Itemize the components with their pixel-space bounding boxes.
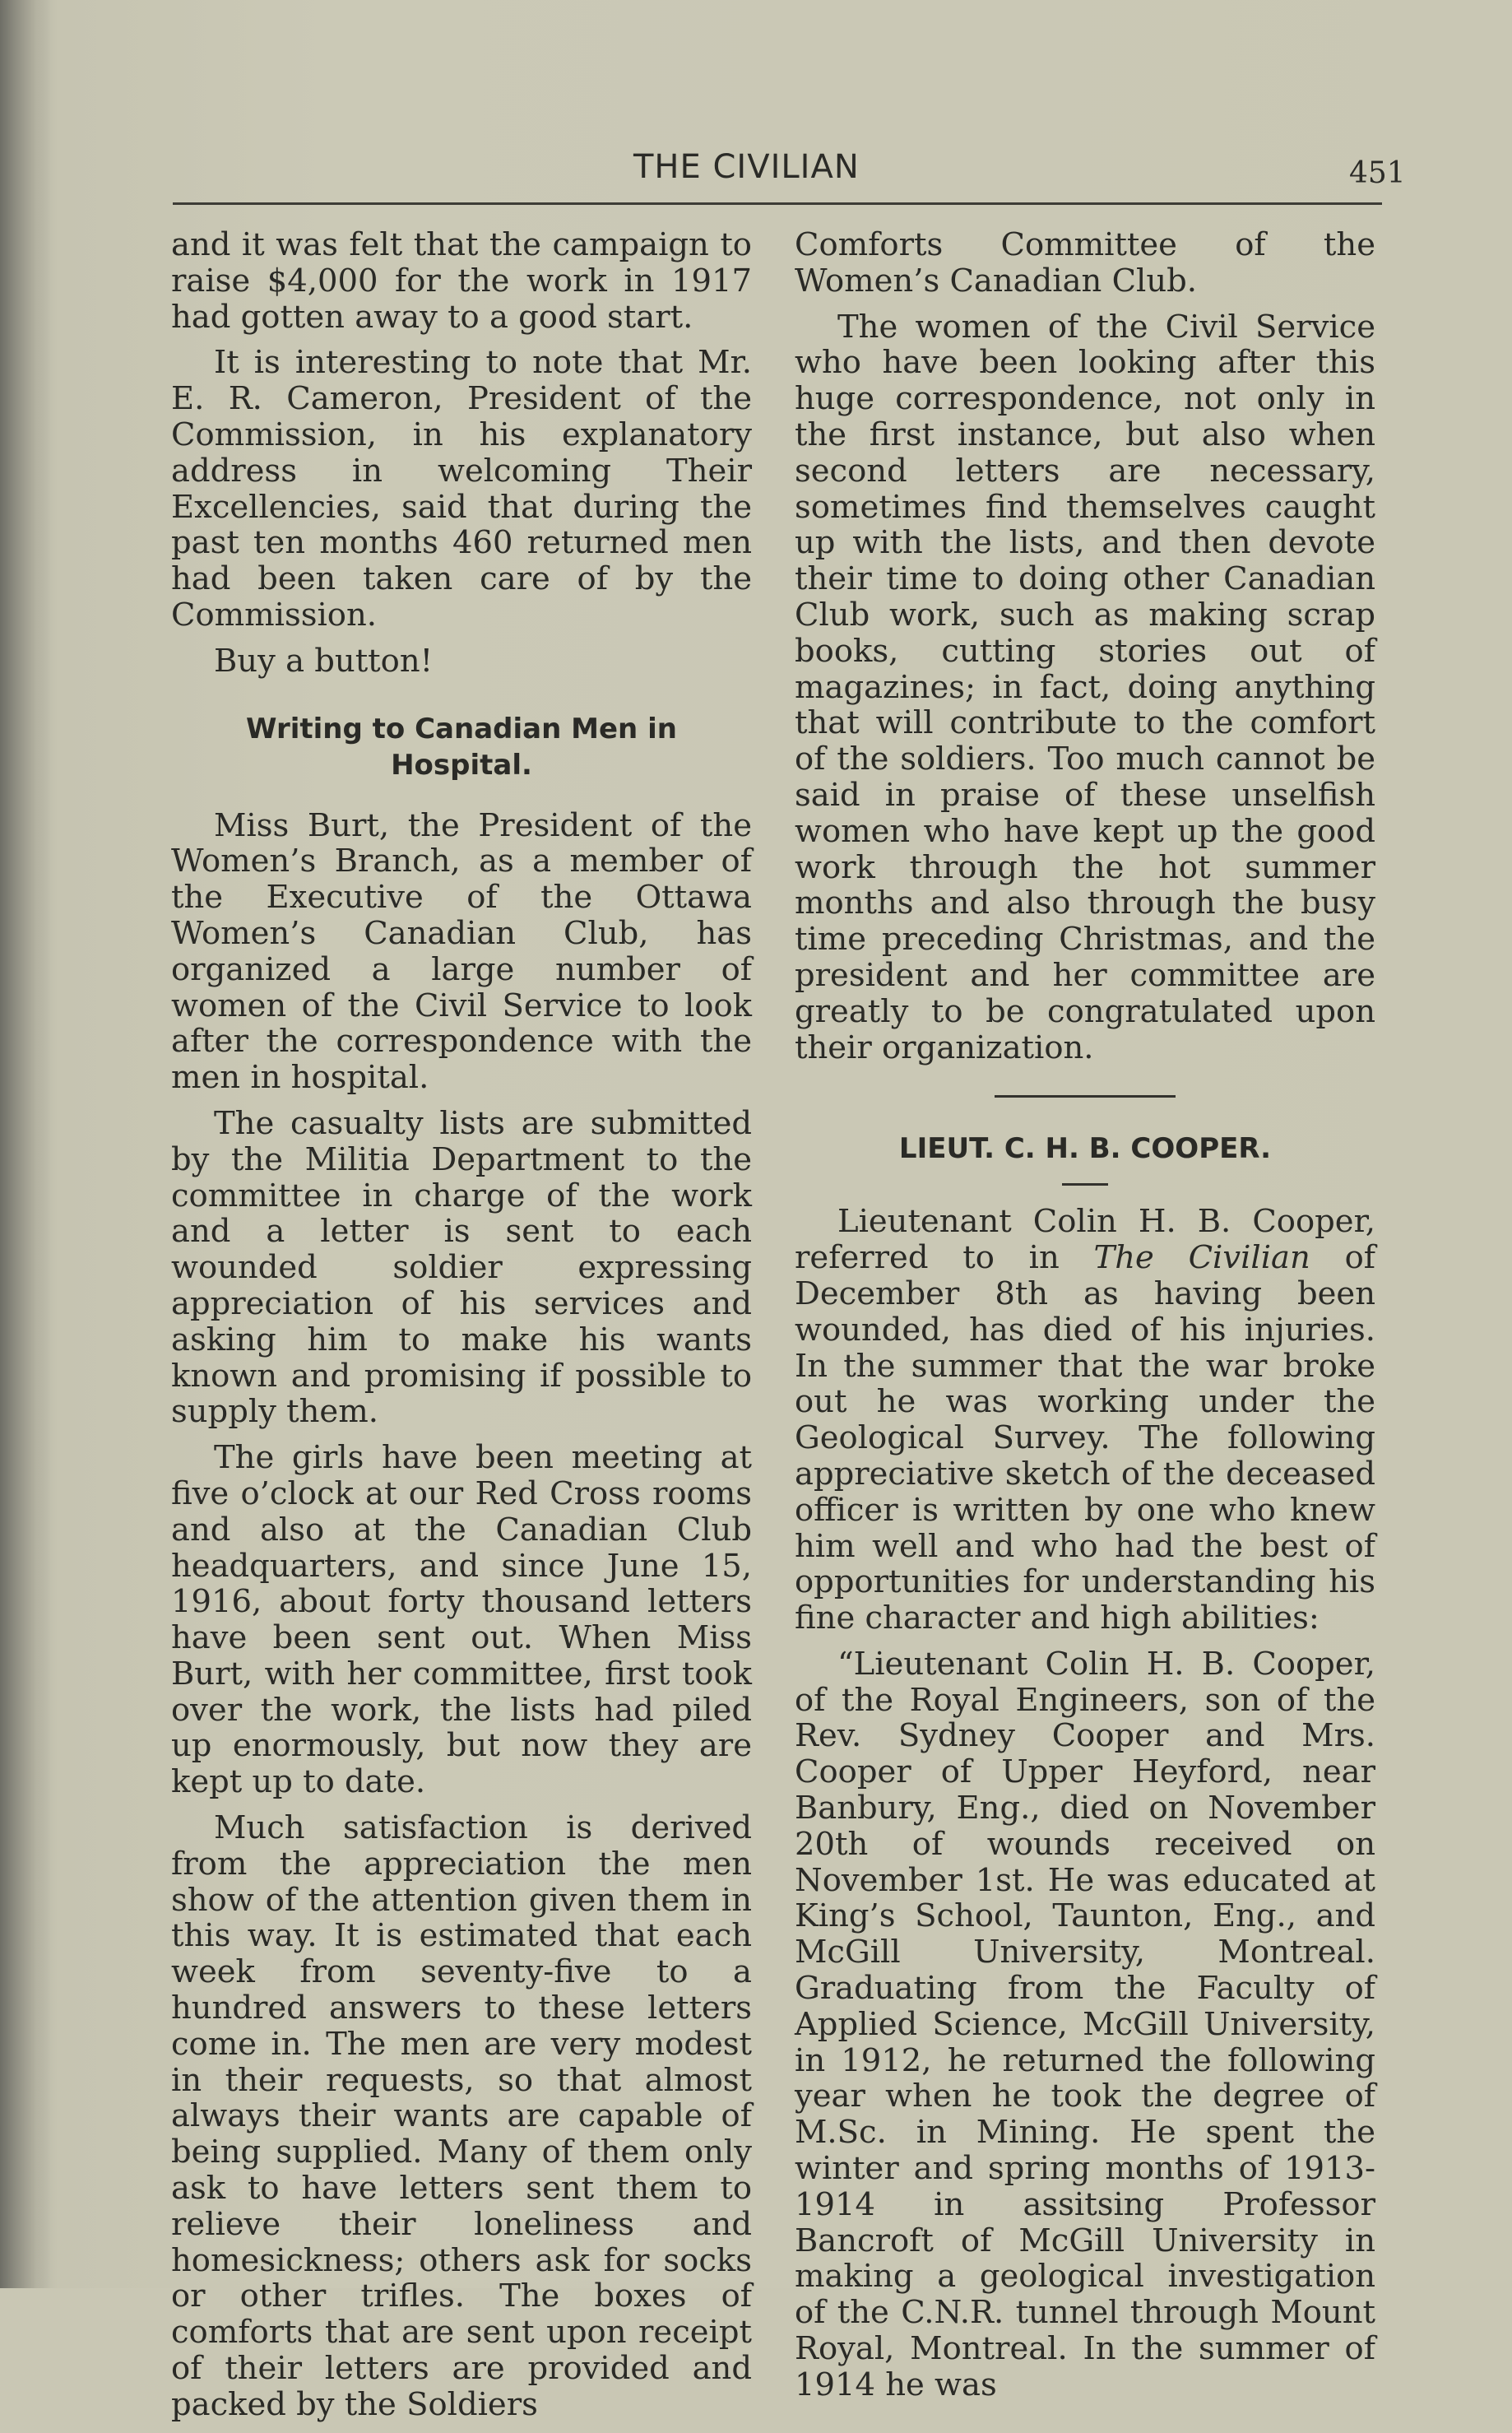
paragraph: Miss Burt, the President of the Women’s Branch, as a member of the Executive of the Ottawa Women’s Canadian Club, has organized a large number of women of the Civil Service to look after the correspondence with the men in hospital.	[171, 806, 752, 1097]
heading-underline	[1062, 1183, 1108, 1186]
paragraph: It is interesting to note that Mr. E. R. Cameron, President of the Commission, in his explanatory address in welcoming Their Excellencies, said that during the past ten months 460 returned men had been taken care of by the Commission.	[171, 344, 752, 634]
section-divider	[995, 1095, 1176, 1098]
paragraph: Much satisfaction is derived from the appreciation the men show of the attention given them in this way. It is estimated that each week from seventy-five to a hundred answers to these letters come in. The men are very modest in their requests, so that almost always their wants are capable of being supplied. Many of them only ask to have letters sent them to relieve their loneliness and homesickness; others ask for socks or other trifles. The boxes of comforts that are sent upon receipt of their letters are provided and packed by the Soldiers	[171, 1809, 752, 2423]
paragraph: The women of the Civil Service who have been looking after this huge correspondence, not only in the first instance, but also when second letters are necessary, sometimes find themselves caught up with the lists, and then devote their time to doing other Canadian Club work, such as making scrap books, cutting stories out of magazines; in fact, doing anything that will contribute to the comfort of the soldiers. Too much cannot be said in praise of these unselfish women who have kept up the good work through the hot summer months and also through the busy time preceding Christmas, and the president and her committee are greatly to be congratulated upon their organization.	[795, 308, 1375, 1066]
left-column	[171, 227, 752, 2433]
paragraph: The girls have been meeting at five o’clock at our Red Cross rooms and also at the Canadian Club headquarters, and since June 15, 1916, about forty thousand letters have been sent out. When Miss Burt, with her committee, first took over the work, the lists had piled up enormously, but now they are kept up to date.	[171, 1439, 752, 1801]
paragraph: and it was felt that the campaign to raise $4,000 for the work in 1917 had gotten away to a good start.	[171, 226, 752, 336]
right-column	[795, 227, 1375, 2413]
paragraph: Buy a button!	[214, 642, 434, 680]
paragraph: “Lieutenant Colin H. B. Cooper, of the Royal Engineers, son of the Rev. Sydney Cooper and Mrs. Cooper of Upper Heyford, near Banbury, Eng., died on November 20th of wounds received on November 1st. He was educated at King’s School, Taunton, Eng., and McGill University, Montreal. Graduating from the Faculty of Applied Science, McGill University, in 1912, he returned the following year when he took the degree of M.Sc. in Mining. He spent the winter and spring months of 1913-1914 in assitsing Professor Bancroft of McGill University in making a geological investigation of the C.N.R. tunnel through Mount Royal, Montreal. In the summer of 1914 he was	[795, 1645, 1375, 2403]
text-run: of December 8th as having been wounded, has died of his injuries. In the summer that the war broke out he was working under the Geological Survey. The following appreciative sketch of the deceased officer is written by one who knew him well and who had the best of opportunities for understanding his fine character and high abilities:	[795, 1239, 1375, 1637]
page-number: 451	[1349, 156, 1406, 190]
text-run: Lieutenant Colin H. B. Cooper, referred to in	[795, 1203, 1375, 1277]
section-heading: Writing to Canadian Men in Hospital.	[246, 712, 677, 782]
header-rule	[173, 202, 1382, 205]
paragraph: Comforts Committee of the Women’s Canadian Club.	[795, 226, 1375, 299]
running-head: THE CIVILIAN	[633, 148, 860, 186]
binding-shadow	[0, 0, 51, 2288]
paragraph	[795, 1204, 1375, 1637]
paragraph: The casualty lists are submitted by the Militia Department to the committee in charge of the work and a letter is sent to each wounded soldier expressing appreciation of his services and asking him to make his wants known and promising if possible to supply them.	[171, 1104, 752, 1431]
section-heading: LIEUT. C. H. B. COOPER.	[898, 1132, 1272, 1166]
publication-title: The Civilian	[1093, 1239, 1310, 1277]
